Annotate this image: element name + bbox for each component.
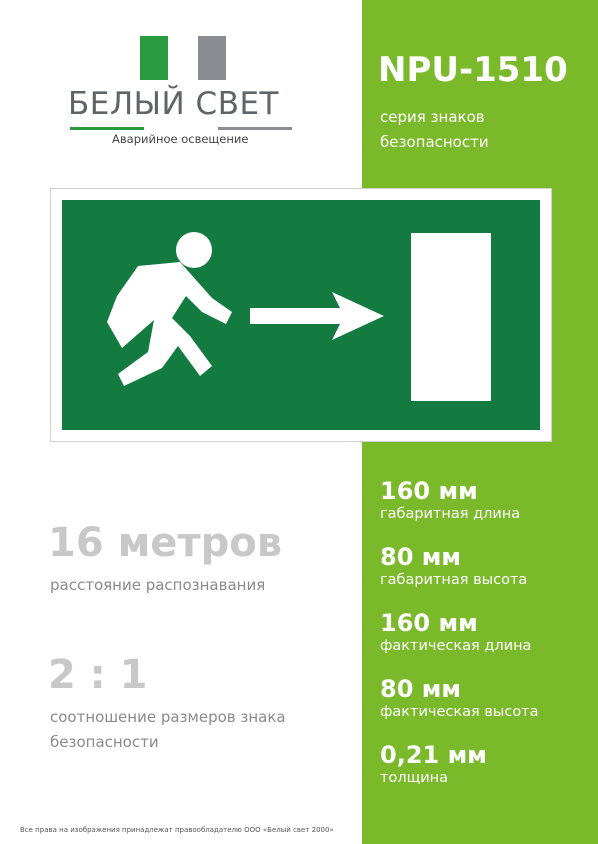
logo-title: БЕЛЫЙ СВЕТ (68, 86, 279, 122)
spec-label: габаритная высота (380, 572, 528, 588)
ratio-label-line-1: соотношение размеров знака (50, 708, 286, 726)
ratio-value: 2 : 1 (48, 652, 148, 698)
series-line-1: серия знаков (380, 108, 485, 126)
door-icon (411, 233, 491, 401)
spec-label: фактическая высота (380, 704, 539, 720)
distance-label: расстояние распознавания (50, 576, 266, 594)
spec-value: 160 мм (380, 477, 478, 505)
spec-item (380, 543, 527, 589)
copyright-footer: Все права на изображения принадлежат правообладателю ООО «Белый свет 2000» (20, 826, 334, 834)
ratio-label-line-2: безопасности (50, 733, 159, 751)
spec-value: 160 мм (380, 609, 478, 637)
spec-label: толщина (380, 770, 449, 786)
exit-sign (62, 200, 540, 430)
ratio-label (50, 705, 350, 755)
spec-item (380, 609, 531, 655)
product-series (380, 105, 580, 155)
logo-underline (70, 127, 292, 130)
spec-value: 80 мм (380, 543, 461, 571)
spec-item (380, 477, 520, 523)
spec-label: фактическая длина (380, 638, 532, 654)
spec-value: 80 мм (380, 675, 461, 703)
logo-color-blocks (140, 36, 226, 80)
brand-logo (60, 36, 300, 146)
spec-value: 0,21 мм (380, 741, 487, 769)
spec-item (380, 675, 539, 721)
spec-label: габаритная длина (380, 506, 521, 522)
series-line-2: безопасности (380, 133, 489, 151)
logo-subtitle: Аварийное освещение (112, 132, 249, 146)
product-model: NPU-1510 (378, 50, 568, 90)
spec-item (380, 741, 487, 787)
distance-value: 16 метров (48, 520, 283, 566)
